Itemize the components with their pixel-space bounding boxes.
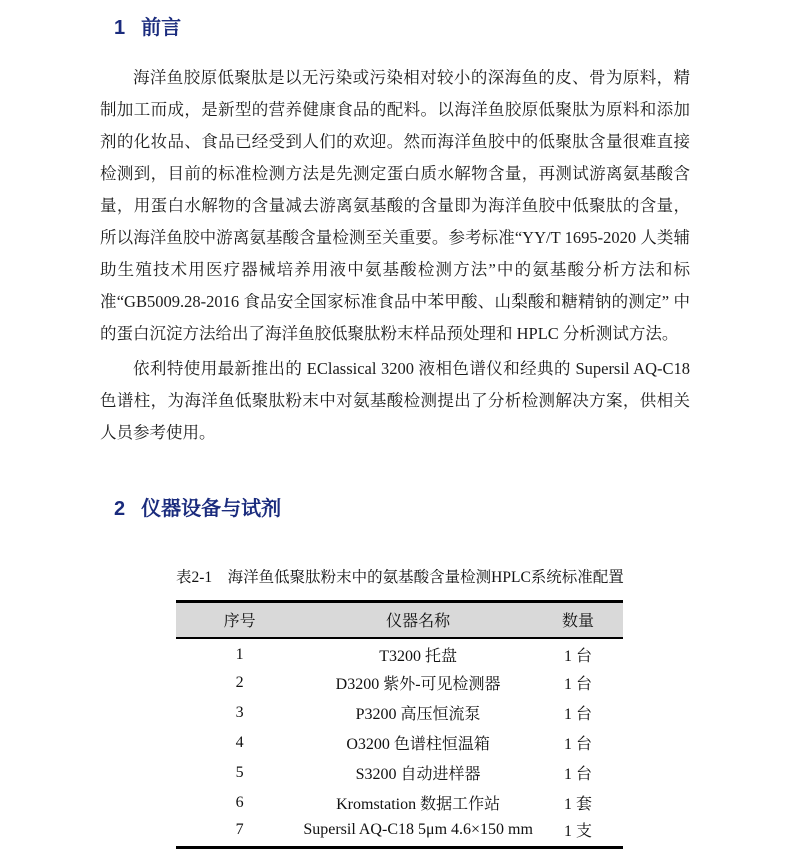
header-instrument-name: 仪器名称	[303, 602, 533, 638]
row-index: 6	[235, 793, 244, 811]
row-quantity: 1 台	[563, 736, 592, 753]
row-index: 7	[235, 820, 244, 838]
row-instrument-name: P3200 高压恒流泵	[355, 706, 481, 723]
table-row	[176, 788, 623, 818]
row-quantity: 1 支	[563, 823, 592, 841]
section-title: 前言	[141, 17, 182, 39]
table-block	[176, 565, 623, 849]
row-index: 2	[235, 673, 244, 691]
table-caption: 表2-1 海洋鱼低聚肽粉末中的氨基酸含量检测HPLC系统标准配置	[176, 569, 624, 586]
row-quantity: 1 台	[563, 676, 592, 693]
row-index: 3	[235, 703, 244, 721]
row-instrument-name: T3200 托盘	[379, 648, 457, 665]
section-number: 1	[114, 17, 126, 39]
section-title: 仪器设备与试剂	[141, 498, 282, 520]
row-instrument-name: D3200 紫外-可见检测器	[335, 676, 501, 693]
row-instrument-name: S3200 自动进样器	[355, 766, 481, 783]
section-number: 2	[114, 498, 126, 520]
table-row	[176, 668, 623, 698]
row-quantity: 1 台	[563, 706, 592, 723]
row-instrument-name: O3200 色谱柱恒温箱	[346, 736, 490, 753]
section-heading-equipment	[100, 495, 690, 523]
table-header-row	[176, 602, 623, 638]
row-quantity: 1 台	[563, 648, 592, 665]
row-instrument-name: Kromstation 数据工作站	[336, 796, 501, 813]
row-quantity: 1 台	[563, 766, 592, 783]
table-row	[176, 698, 623, 728]
row-index: 4	[235, 733, 244, 751]
table-row	[176, 728, 623, 758]
table-row	[176, 758, 623, 788]
table-body	[176, 638, 623, 848]
row-index: 5	[235, 763, 244, 781]
row-index: 1	[235, 645, 244, 663]
intro-paragraph-1: 海洋鱼胶原低聚肽是以无污染或污染相对较小的深海鱼的皮、骨为原料，精制加工而成，是新型的营养健康食品的配料。以海洋鱼胶原低聚肽为原料和添加剂的化妆品、食品已经受到人们的欢迎。然而海洋鱼胶中的低聚肽含量很难直接检测到，目前的标准检测方法是先测定蛋白质水解物含量，再测试游离氨基酸含量，用蛋白水解物的含量减去游离氨基酸的含量即为海洋鱼胶中低聚肽的含量，所以海洋鱼胶中游离氨基酸含量检测至关重要。参考标准“YY/T 1695-2020 人类辅助生殖技术用医疗器械培养用液中氨基酸检测方法”中的氨基酸分析方法和标准“GB5009.28-2016 食品安全国家标准食品中苯甲酸、山梨酸和糖精钠的测定” 中的蛋白沉淀方法给出了海洋鱼胶低聚肽粉末样品预处理和 HPLC 分析测试方法。	[100, 68, 690, 343]
intro-paragraph-2: 依利特使用最新推出的 EClassical 3200 液相色谱仪和经典的 Supersil AQ-C18 色谱柱，为海洋鱼低聚肽粉末中对氨基酸检测提出了分析检测解决方案，供相关人员参考使用。	[100, 359, 690, 442]
table-row	[176, 818, 623, 848]
header-quantity: 数量	[533, 602, 623, 638]
table-header	[176, 602, 623, 638]
table-row	[176, 638, 623, 668]
row-quantity: 1 套	[563, 796, 592, 813]
header-index: 序号	[176, 602, 303, 638]
row-instrument-name: Supersil AQ-C18 5μm 4.6×150 mm	[303, 820, 533, 838]
instrument-table	[176, 600, 623, 849]
section-heading-intro	[100, 14, 690, 42]
